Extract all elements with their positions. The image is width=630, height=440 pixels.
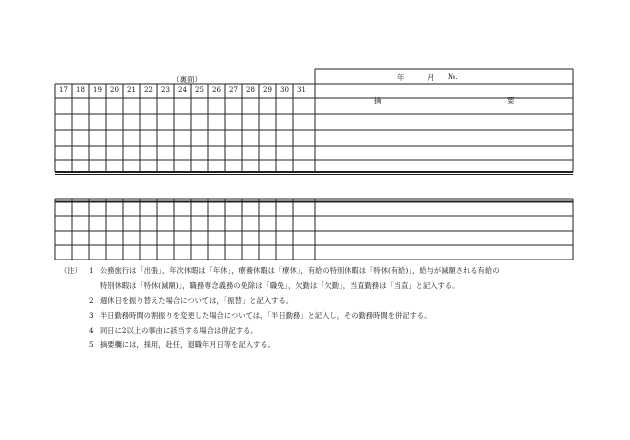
remarks-label-1: 摘 bbox=[374, 96, 382, 105]
day-24: 24 bbox=[178, 86, 187, 94]
note-1-line-2: 特別休暇は「特休(減額)」，職務専念義務の免除は「職免」，欠勤は「欠勤」，当直勤務は「当直」と記入する。 bbox=[100, 281, 460, 290]
day-23: 23 bbox=[161, 86, 170, 94]
month-label: 月 bbox=[427, 73, 435, 82]
note-4-line-1: 同日に2以上の事由に該当する場合は併記する。 bbox=[100, 326, 258, 335]
note-2-line-1: 週休日を振り替えた場合については，「振替」と記入する。 bbox=[100, 296, 294, 305]
day-22: 22 bbox=[144, 86, 153, 94]
day-28: 28 bbox=[246, 86, 255, 94]
day-17: 17 bbox=[59, 86, 68, 94]
day-26: 26 bbox=[212, 86, 221, 94]
year-label: 年 bbox=[397, 73, 405, 82]
day-31: 31 bbox=[297, 86, 306, 94]
day-18: 18 bbox=[76, 86, 85, 94]
note-2-number: 2 bbox=[89, 296, 94, 305]
note-5-number: 5 bbox=[89, 340, 94, 349]
day-25: 25 bbox=[195, 86, 204, 94]
note-1-number: 1 bbox=[89, 266, 94, 275]
note-5-line-1: 摘要欄には，採用，赴任，退職年月日等を記入する。 bbox=[100, 340, 275, 349]
page-side-label: （裏面） bbox=[172, 75, 202, 84]
day-27: 27 bbox=[229, 86, 238, 94]
day-19: 19 bbox=[93, 86, 102, 94]
day-29: 29 bbox=[263, 86, 272, 94]
day-20: 20 bbox=[110, 86, 119, 94]
day-21: 21 bbox=[127, 86, 136, 94]
note-4-number: 4 bbox=[89, 326, 94, 335]
note-1-line-1: 公務旅行は「出張」，年次休暇は「年休」，療養休暇は「療休」，有給の特別休暇は「特休(有給)」，給与が減額される有給の bbox=[100, 266, 500, 275]
remarks-label-2: 要 bbox=[507, 96, 515, 105]
day-30: 30 bbox=[280, 86, 289, 94]
number-label: №. bbox=[448, 72, 458, 81]
note-3-line-1: 半日勤務時間の割振りを変更した場合については，「半日勤務」と記入し，その勤務時間を併記する。 bbox=[100, 311, 432, 320]
notes-prefix: （注） bbox=[60, 266, 82, 275]
note-3-number: 3 bbox=[89, 311, 94, 320]
